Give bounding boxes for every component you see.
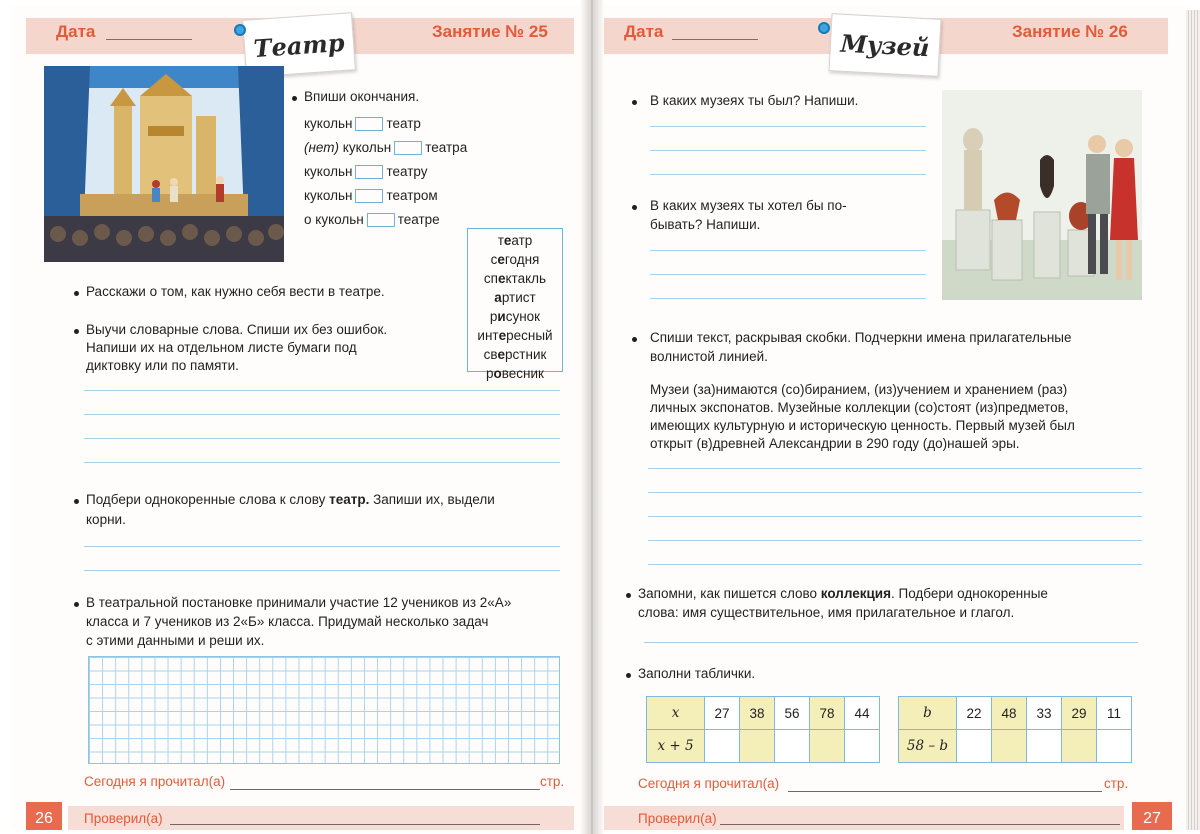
table-row-label: x + 5 — [647, 730, 705, 763]
answer-cell[interactable] — [845, 730, 880, 763]
table-row-label: b — [899, 697, 957, 730]
remember-task-line-1: Запомни, как пишется слово коллекция. Подбери однокоренные — [638, 586, 1048, 601]
table-row-label: x — [647, 697, 705, 730]
roots-target-word: театр. — [329, 492, 370, 507]
vocab-word: ровесник — [486, 366, 544, 381]
table-cell: 33 — [1027, 697, 1062, 730]
book-gutter — [580, 0, 604, 834]
vocab-word: рисунок — [489, 309, 541, 324]
lesson-number: Занятие № 26 — [1012, 22, 1128, 41]
writing-line[interactable] — [650, 174, 926, 175]
bullet — [626, 593, 631, 598]
page-number: 26 — [26, 802, 62, 830]
museum-illustration — [942, 90, 1142, 300]
table-row-label: 58 – b — [899, 730, 957, 763]
ending-line-5 — [304, 210, 440, 229]
theatre-stage-illustration — [44, 66, 284, 262]
answer-cell[interactable] — [775, 730, 810, 763]
bullet — [74, 329, 79, 334]
table-cell: 56 — [775, 697, 810, 730]
read-line[interactable] — [230, 789, 540, 790]
writing-line[interactable] — [648, 540, 1142, 541]
checked-line[interactable] — [170, 824, 540, 825]
problem-task-line-2: класса и 7 учеников из 2«Б» класса. Придумай несколько задач — [86, 614, 489, 629]
answer-cell[interactable] — [957, 730, 992, 763]
roots-task-line-1: Подбери однокоренные слова к слову театр. Запиши их, выдели — [86, 492, 495, 507]
ending-line-1 — [304, 114, 421, 133]
page-number: 27 — [1132, 802, 1172, 830]
bullet — [74, 499, 79, 504]
read-label: Сегодня я прочитал(а) — [84, 774, 226, 789]
writing-line[interactable] — [650, 274, 926, 275]
checked-label: Проверил(а) — [638, 811, 717, 826]
wish-museums-question-line-2: бывать? Напиши. — [650, 217, 761, 232]
ending-word: кукольн — [315, 212, 364, 227]
answer-cell[interactable] — [810, 730, 845, 763]
writing-line[interactable] — [84, 570, 560, 571]
writing-line[interactable] — [648, 516, 1142, 517]
vocab-word: сверстник — [483, 347, 547, 362]
tables-task: Заполни таблички. — [638, 666, 756, 681]
behave-task: Расскажи о том, как нужно себя вести в театре. — [86, 284, 385, 299]
read-suffix: стр. — [1104, 776, 1129, 791]
writing-line[interactable] — [84, 390, 560, 391]
ending-prefix: (нет) — [304, 140, 340, 155]
vocab-word: интересный — [477, 328, 553, 343]
problem-task-line-3: с этими данными и реши их. — [86, 633, 265, 648]
vocab-word: сегодня — [490, 252, 540, 267]
writing-line[interactable] — [84, 462, 560, 463]
ending-input-box[interactable] — [355, 189, 383, 203]
squared-grid-area[interactable] — [88, 656, 560, 764]
bullet — [292, 96, 297, 101]
vocab-task-line-3: диктовку или по памяти. — [86, 358, 239, 373]
answer-cell[interactable] — [740, 730, 775, 763]
date-line — [672, 39, 758, 40]
ending-input-box[interactable] — [394, 141, 422, 155]
roots-task-line-2: корни. — [86, 512, 126, 527]
copy-text-line-2: личных экспонатов. Музейные коллекции (со)стоят (из)предметов, — [650, 400, 1069, 415]
copy-task-line-2: волнистой линией. — [650, 349, 768, 364]
ending-word: кукольн — [304, 164, 353, 179]
bullet — [626, 673, 631, 678]
checked-label: Проверил(а) — [84, 811, 163, 826]
vocab-word: театр — [497, 233, 533, 248]
writing-line[interactable] — [650, 298, 926, 299]
bullet — [74, 602, 79, 607]
copy-text-line-1: Музеи (за)нимаются (со)биранием, (из)учением и хранением (раз) — [650, 382, 1068, 397]
ending-word: кукольн — [304, 116, 353, 131]
table-cell: 11 — [1097, 697, 1132, 730]
writing-line[interactable] — [644, 642, 1138, 643]
endings-task: Впиши окончания. — [304, 89, 420, 104]
ending-line-2 — [304, 138, 467, 157]
remember-task-line-2: слова: имя существительное, имя прилагательное и глагол. — [638, 605, 1015, 620]
left-page — [12, 6, 586, 830]
bullet — [74, 291, 79, 296]
bullet — [632, 337, 637, 342]
vocab-word: артист — [494, 290, 536, 305]
lesson-title-card: Театр — [242, 12, 356, 78]
pushpin-icon — [818, 22, 830, 34]
read-suffix: стр. — [540, 774, 565, 789]
page-edges — [1186, 10, 1200, 830]
pushpin-icon — [234, 24, 246, 36]
copy-text-line-3: имеющих культурную и историческую ценность. Первый музей был — [650, 418, 1075, 433]
bullet — [632, 205, 637, 210]
answer-cell[interactable] — [1097, 730, 1132, 763]
bullet — [632, 100, 637, 105]
answer-cell[interactable] — [1062, 730, 1097, 763]
ending-noun: театр — [386, 116, 421, 131]
remember-target-word: коллекция — [820, 586, 891, 601]
ending-word: кукольн — [342, 140, 392, 155]
table-cell: 78 — [810, 697, 845, 730]
copy-task-line-1: Спиши текст, раскрывая скобки. Подчеркни имена прилагательные — [650, 330, 1072, 345]
answer-cell[interactable] — [992, 730, 1027, 763]
table-x-plus-5 — [646, 696, 880, 763]
ending-word: кукольн — [304, 188, 353, 203]
ending-input-box[interactable] — [355, 117, 383, 131]
table-cell: 38 — [740, 697, 775, 730]
copy-text-line-4: открыт (в)древней Александрии в 290 году (до)нашей эры. — [650, 436, 1020, 451]
ending-noun: театром — [386, 188, 438, 203]
vocab-task-line-2: Напиши их на отдельном листе бумаги под — [86, 340, 357, 355]
vocabulary-words-box — [467, 228, 563, 381]
problem-task-line-1: В театральной постановке принимали участие 12 учеников из 2«А» — [86, 595, 512, 610]
table-cell: 27 — [705, 697, 740, 730]
ending-input-box[interactable] — [355, 165, 383, 179]
writing-line[interactable] — [650, 150, 926, 151]
checked-line[interactable] — [720, 824, 1120, 825]
answer-cell[interactable] — [1027, 730, 1062, 763]
lesson-number: Занятие № 25 — [432, 22, 548, 41]
ending-noun: театре — [397, 212, 440, 227]
writing-line[interactable] — [650, 126, 926, 127]
visited-museums-question: В каких музеях ты был? Напиши. — [650, 93, 859, 108]
ending-noun: театра — [425, 140, 468, 155]
answer-cell[interactable] — [705, 730, 740, 763]
writing-line[interactable] — [650, 250, 926, 251]
table-cell: 29 — [1062, 697, 1097, 730]
ending-input-box[interactable] — [367, 213, 395, 227]
writing-line[interactable] — [648, 564, 1142, 565]
vocab-word: спектакль — [483, 271, 547, 286]
ending-line-3 — [304, 162, 428, 181]
writing-line[interactable] — [84, 414, 560, 415]
table-cell: 48 — [992, 697, 1027, 730]
date-label: Дата — [56, 22, 96, 41]
date-line — [106, 39, 192, 40]
right-page — [592, 6, 1188, 830]
lesson-title-card: Музей — [829, 13, 942, 77]
writing-line[interactable] — [648, 492, 1142, 493]
read-label: Сегодня я прочитал(а) — [638, 776, 780, 791]
ending-noun: театру — [386, 164, 428, 179]
table-58-minus-b — [898, 696, 1132, 763]
wish-museums-question-line-1: В каких музеях ты хотел бы по- — [650, 198, 847, 213]
table-cell: 44 — [845, 697, 880, 730]
writing-line[interactable] — [84, 546, 560, 547]
writing-line[interactable] — [84, 438, 560, 439]
ending-line-4 — [304, 186, 438, 205]
date-label: Дата — [624, 22, 664, 41]
vocab-task-line-1: Выучи словарные слова. Спиши их без ошибок. — [86, 322, 388, 337]
read-line[interactable] — [788, 791, 1102, 792]
table-cell: 22 — [957, 697, 992, 730]
writing-line[interactable] — [648, 468, 1142, 469]
ending-prefix: о — [304, 212, 312, 227]
